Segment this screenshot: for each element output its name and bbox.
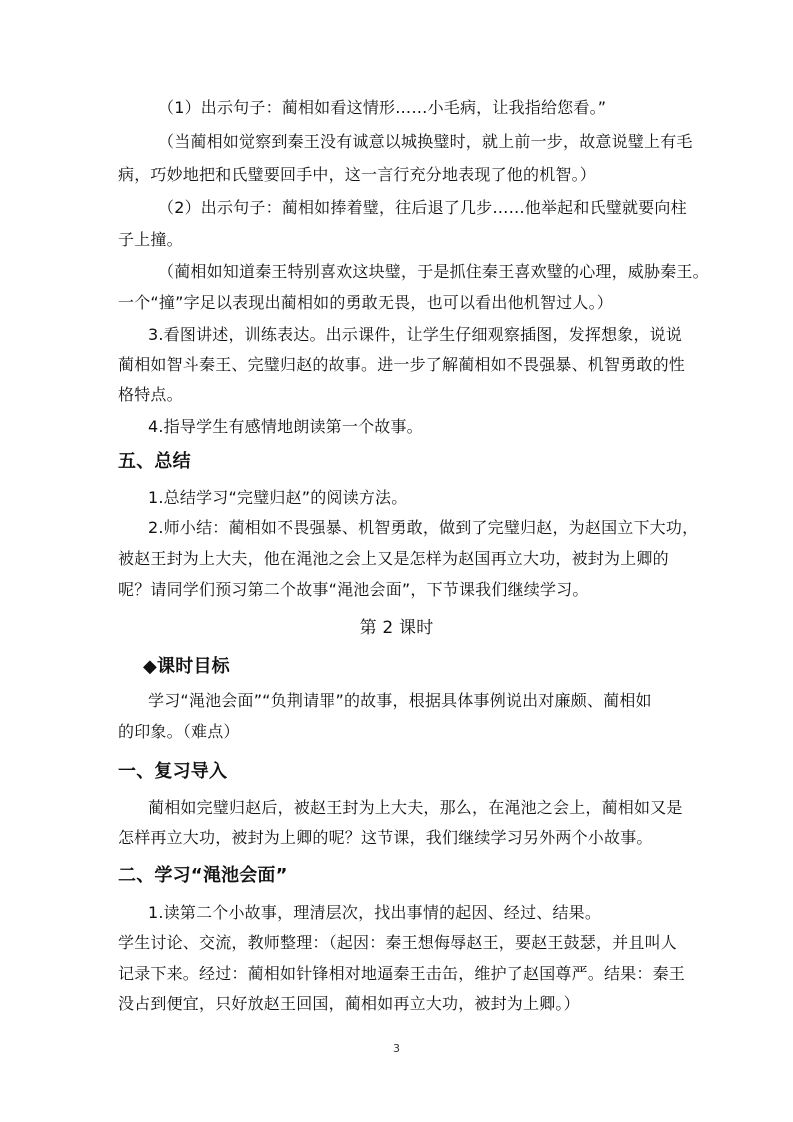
text-line: （1）出示句子：蔺相如看这情形……小毛病，让我指给您看。”: [158, 98, 607, 117]
section-heading: 一、复习导入: [118, 761, 228, 782]
text-line: 怎样再立大功，被封为上卿的呢？这节课，我们继续学习另外两个小故事。: [118, 828, 653, 847]
text-line: 学生讨论、交流，教师整理：（起因：秦王想侮辱赵王，要赵王鼓瑟，并且叫人: [118, 933, 678, 952]
text-line: 呢？请同学们预习第二个故事“渑池会面”，下节课我们继续学习。: [118, 580, 589, 599]
text-line: 子上撞。: [118, 230, 183, 249]
text-line: 没占到便宜，只好放赵王回国，蔺相如再立大功，被封为上卿。）: [118, 994, 580, 1013]
text-line: 蔺相如完璧归赵后，被赵王封为上大夫，那么，在渑池之会上，蔺相如又是: [148, 798, 683, 817]
lesson-title: 第 2 课时: [359, 618, 434, 638]
text-line: 格特点。: [118, 385, 183, 404]
text-line: （当蔺相如觉察到秦王没有诚意以城换璧时，就上前一步，故意说璧上有毛: [158, 132, 693, 151]
text-line: 学习“渑池会面”“负荆请罪”的故事，根据具体事例说出对廉颇、蔺相如: [148, 691, 652, 710]
text-line: 4.指导学生有感情地朗读第一个故事。: [148, 417, 423, 436]
section-heading: 二、学习“渑池会面”: [118, 865, 288, 886]
text-line: 2.师小结：蔺相如不畏强暴、机智勇敢，做到了完璧归赵，为赵国立下大功，: [148, 518, 699, 537]
text-line: 被赵王封为上大夫，他在渑池之会上又是怎样为赵国再立大功，被封为上卿的: [118, 549, 669, 568]
text-line: 3.看图讲述，训练表达。出示课件，让学生仔细观察插图，发挥想象，说说: [148, 325, 683, 344]
page-number: 3: [393, 1042, 400, 1055]
text-line: 一个“撞”字足以表现出蔺相如的勇敢无畏，也可以看出他机智过人。）: [118, 293, 613, 312]
section-heading: ◆课时目标: [143, 656, 230, 677]
text-line: 蔺相如智斗秦王、完璧归赵的故事。进一步了解蔺相如不畏强暴、机智勇敢的性: [118, 355, 686, 374]
text-line: 的印象。（难点）: [118, 722, 240, 741]
text-line: 1.总结学习“完璧归赵”的阅读方法。: [148, 488, 408, 507]
text-line: 记录下来。经过：蔺相如针锋相对地逼秦王击缶，维护了赵国尊严。结果：秦王: [118, 964, 686, 983]
section-heading: 五、总结: [118, 451, 191, 472]
text-line: （蔺相如知道秦王特别喜欢这块璧，于是抓住秦王喜欢璧的心理，威胁秦王。: [158, 262, 709, 281]
text-line: （2）出示句子：蔺相如捧着璧，往后退了几步……他举起和氏璧就要向柱: [158, 198, 687, 217]
text-line: 1.读第二个小故事，理清层次，找出事情的起因、经过、结果。: [148, 903, 602, 922]
text-line: 病，巧妙地把和氏璧要回手中，这一言行充分地表现了他的机智。）: [118, 165, 597, 184]
